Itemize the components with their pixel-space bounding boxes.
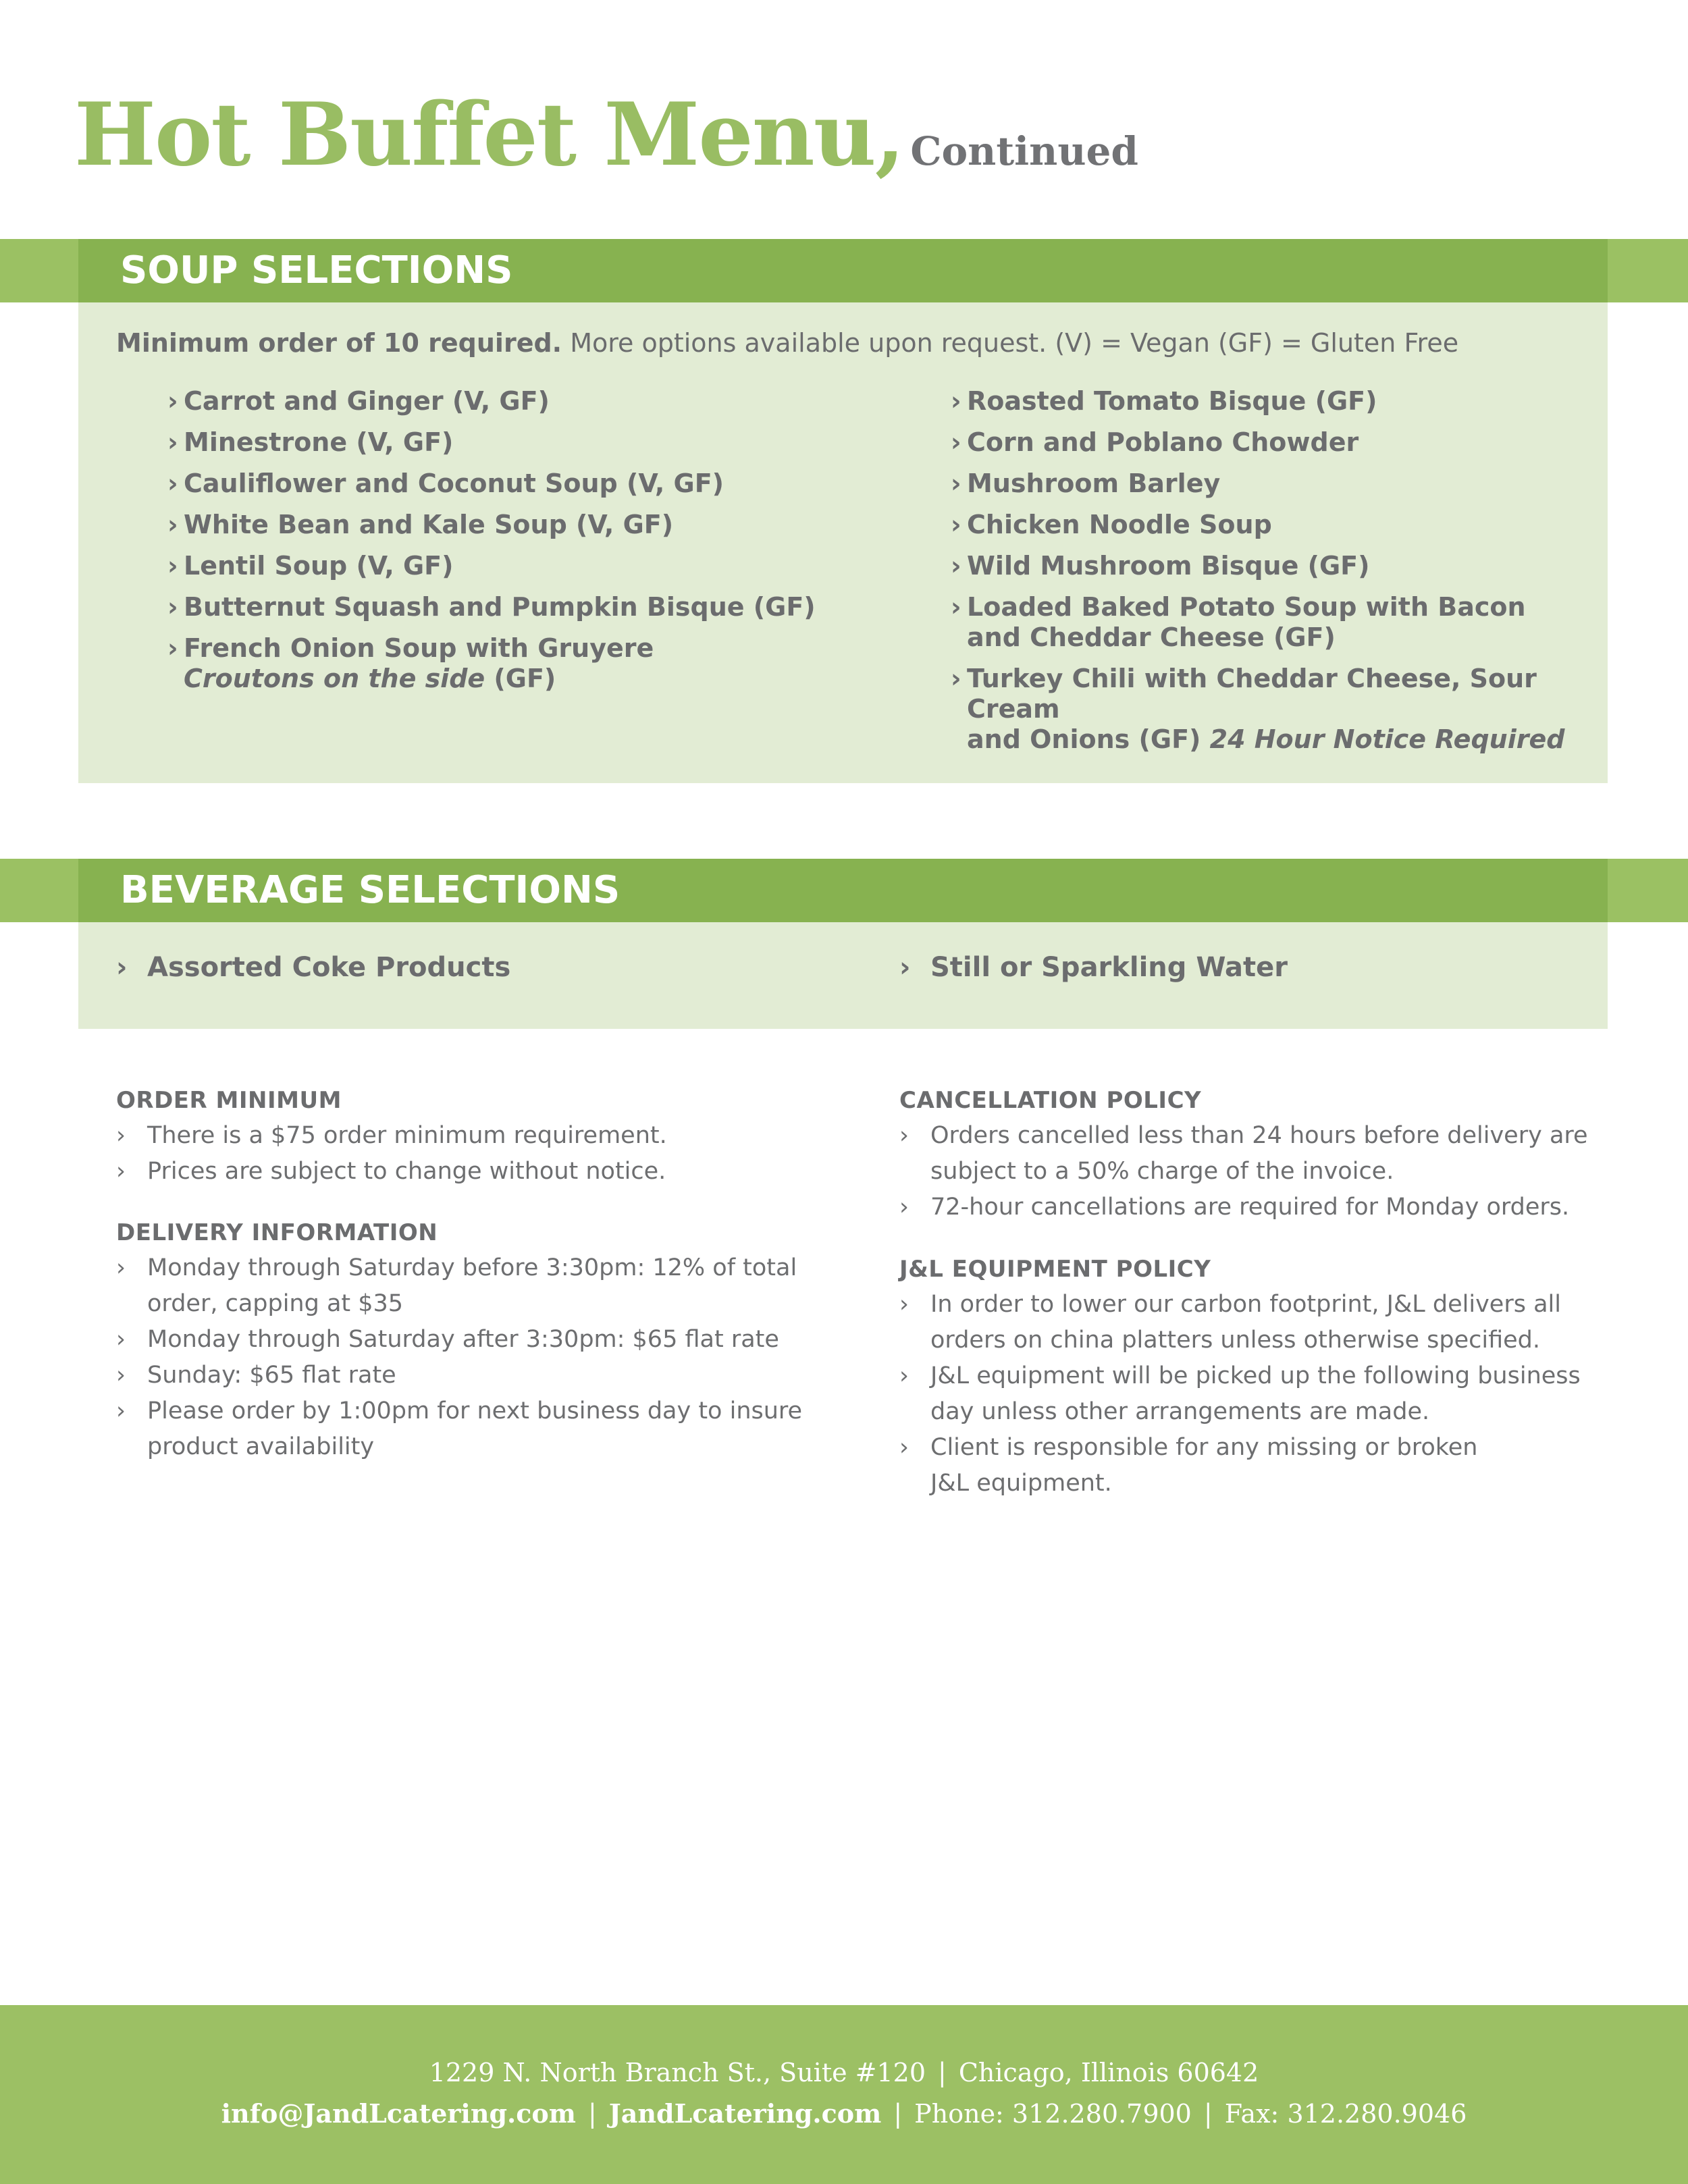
footer-separator: | bbox=[893, 2099, 903, 2129]
list-item: › Lentil Soup (V, GF) bbox=[167, 551, 876, 581]
list-item-line: › 72-hour cancellations are required for Monday orders. bbox=[930, 1194, 1570, 1221]
list-item: › Chicken Noodle Soup bbox=[951, 510, 1599, 540]
beverage-item-label: Assorted Coke Products bbox=[147, 952, 511, 983]
beverage-heading: BEVERAGE SELECTIONS bbox=[120, 868, 621, 912]
equipment-heading: J&L EQUIPMENT POLICY bbox=[899, 1256, 1211, 1283]
soup-intro bbox=[116, 328, 1458, 358]
list-item: › There is a $75 order minimum requirement. bbox=[116, 1118, 845, 1154]
equipment-list bbox=[899, 1287, 1656, 1501]
soup-item-line: Loaded Baked Potato Soup with Bacon bbox=[967, 592, 1526, 622]
footer-contact-line bbox=[0, 2098, 1688, 2129]
footer-city: Chicago, Illinois 60642 bbox=[958, 2058, 1259, 2087]
list-item-line: › Monday through Saturday after 3:30pm: $65 flat rate bbox=[147, 1326, 779, 1353]
footer-email-link[interactable]: info@JandLcatering.com bbox=[221, 2098, 576, 2129]
chevron-right-icon: › bbox=[899, 952, 911, 983]
footer-separator: | bbox=[938, 2058, 947, 2087]
list-item bbox=[116, 1250, 859, 1322]
list-item: › Roasted Tomato Bisque (GF) bbox=[951, 386, 1599, 417]
list-item: › Mushroom Barley bbox=[951, 469, 1599, 499]
footer-separator: | bbox=[1203, 2099, 1213, 2129]
list-item: › Prices are subject to change without notice. bbox=[116, 1154, 845, 1190]
soup-item-line: Turkey Chili with Cheddar Cheese, Sour Cream bbox=[967, 664, 1537, 724]
soup-item-italic: 24 Hour Notice Required bbox=[1209, 724, 1565, 754]
list-item bbox=[116, 1393, 859, 1465]
footer-separator: | bbox=[587, 2099, 597, 2129]
soup-heading: SOUP SELECTIONS bbox=[120, 248, 513, 292]
title-main: Hot Buffet Menu, bbox=[74, 84, 904, 186]
beverage-item bbox=[899, 952, 1288, 983]
soup-item-tail: (GF) bbox=[485, 664, 556, 693]
cancellation-heading: CANCELLATION POLICY bbox=[899, 1087, 1202, 1114]
beverage-item bbox=[116, 952, 510, 983]
list-item: › Cauliflower and Coconut Soup (V, GF) bbox=[167, 469, 876, 499]
list-item-line: › Client is responsible for any missing or broken bbox=[930, 1434, 1478, 1461]
list-item: › White Bean and Kale Soup (V, GF) bbox=[167, 510, 876, 540]
list-item bbox=[116, 1358, 859, 1393]
footer bbox=[0, 2005, 1688, 2184]
list-item-line: J&L equipment. bbox=[930, 1470, 1112, 1497]
list-item bbox=[116, 1322, 859, 1358]
soup-item-line bbox=[967, 724, 1599, 755]
page-title bbox=[74, 84, 1138, 186]
list-item: › Corn and Poblano Chowder bbox=[951, 427, 1599, 458]
soup-list-right bbox=[951, 386, 1599, 766]
list-item bbox=[899, 1430, 1656, 1501]
list-item-line: › Please order by 1:00pm for next business day to insure bbox=[147, 1397, 803, 1424]
delivery-list bbox=[116, 1250, 859, 1465]
footer-fax: Fax: 312.280.9046 bbox=[1224, 2099, 1467, 2129]
delivery-heading: DELIVERY INFORMATION bbox=[116, 1219, 438, 1246]
soup-intro-rest: More options available upon request. (V) = Vegan (GF) = Gluten Free bbox=[570, 328, 1459, 358]
list-item: › Butternut Squash and Pumpkin Bisque (GF) bbox=[167, 592, 876, 622]
title-subtitle: Continued bbox=[910, 128, 1138, 174]
list-item bbox=[951, 592, 1599, 653]
footer-address-line bbox=[0, 2058, 1688, 2087]
footer-phone: Phone: 312.280.7900 bbox=[914, 2099, 1192, 2129]
list-item bbox=[951, 664, 1599, 755]
chevron-right-icon: › bbox=[116, 952, 128, 983]
list-item-line: day unless other arrangements are made. bbox=[930, 1398, 1430, 1425]
footer-address: 1229 N. North Branch St., Suite #120 bbox=[429, 2058, 926, 2087]
list-item bbox=[899, 1190, 1656, 1225]
soup-item-line: French Onion Soup with Gruyere bbox=[184, 633, 654, 663]
list-item-line: › J&L equipment will be picked up the following business bbox=[930, 1362, 1581, 1389]
soup-list-left bbox=[167, 386, 876, 705]
order-minimum-list bbox=[116, 1118, 845, 1190]
list-item-line: › Orders cancelled less than 24 hours before delivery are bbox=[930, 1122, 1588, 1149]
list-item bbox=[899, 1118, 1656, 1190]
order-minimum-heading: ORDER MINIMUM bbox=[116, 1087, 342, 1114]
list-item-line: order, capping at $35 bbox=[147, 1290, 404, 1317]
list-item-line: product availability bbox=[147, 1433, 375, 1460]
list-item bbox=[899, 1287, 1656, 1358]
list-item-line: › In order to lower our carbon footprint, J&L delivers all bbox=[930, 1291, 1561, 1318]
list-item-line: subject to a 50% charge of the invoice. bbox=[930, 1158, 1394, 1185]
list-item-line: › Sunday: $65 flat rate bbox=[147, 1362, 396, 1389]
list-item bbox=[899, 1358, 1656, 1430]
list-item-line: › Monday through Saturday before 3:30pm: 12% of total bbox=[147, 1254, 797, 1281]
soup-item-line bbox=[184, 664, 876, 694]
list-item bbox=[167, 633, 876, 694]
cancellation-list bbox=[899, 1118, 1656, 1225]
list-item: › Carrot and Ginger (V, GF) bbox=[167, 386, 876, 417]
footer-website-link[interactable]: JandLcatering.com bbox=[608, 2098, 882, 2129]
soup-item-italic: Croutons on the side bbox=[184, 664, 485, 693]
soup-item-text: and Onions (GF) bbox=[967, 724, 1210, 754]
soup-item-line: and Cheddar Cheese (GF) bbox=[967, 622, 1336, 652]
beverage-item-label: Still or Sparkling Water bbox=[930, 952, 1288, 983]
list-item: › Minestrone (V, GF) bbox=[167, 427, 876, 458]
soup-intro-bold: Minimum order of 10 required. bbox=[116, 328, 562, 358]
list-item-line: orders on china platters unless otherwise specified. bbox=[930, 1327, 1541, 1354]
list-item: › Wild Mushroom Bisque (GF) bbox=[951, 551, 1599, 581]
